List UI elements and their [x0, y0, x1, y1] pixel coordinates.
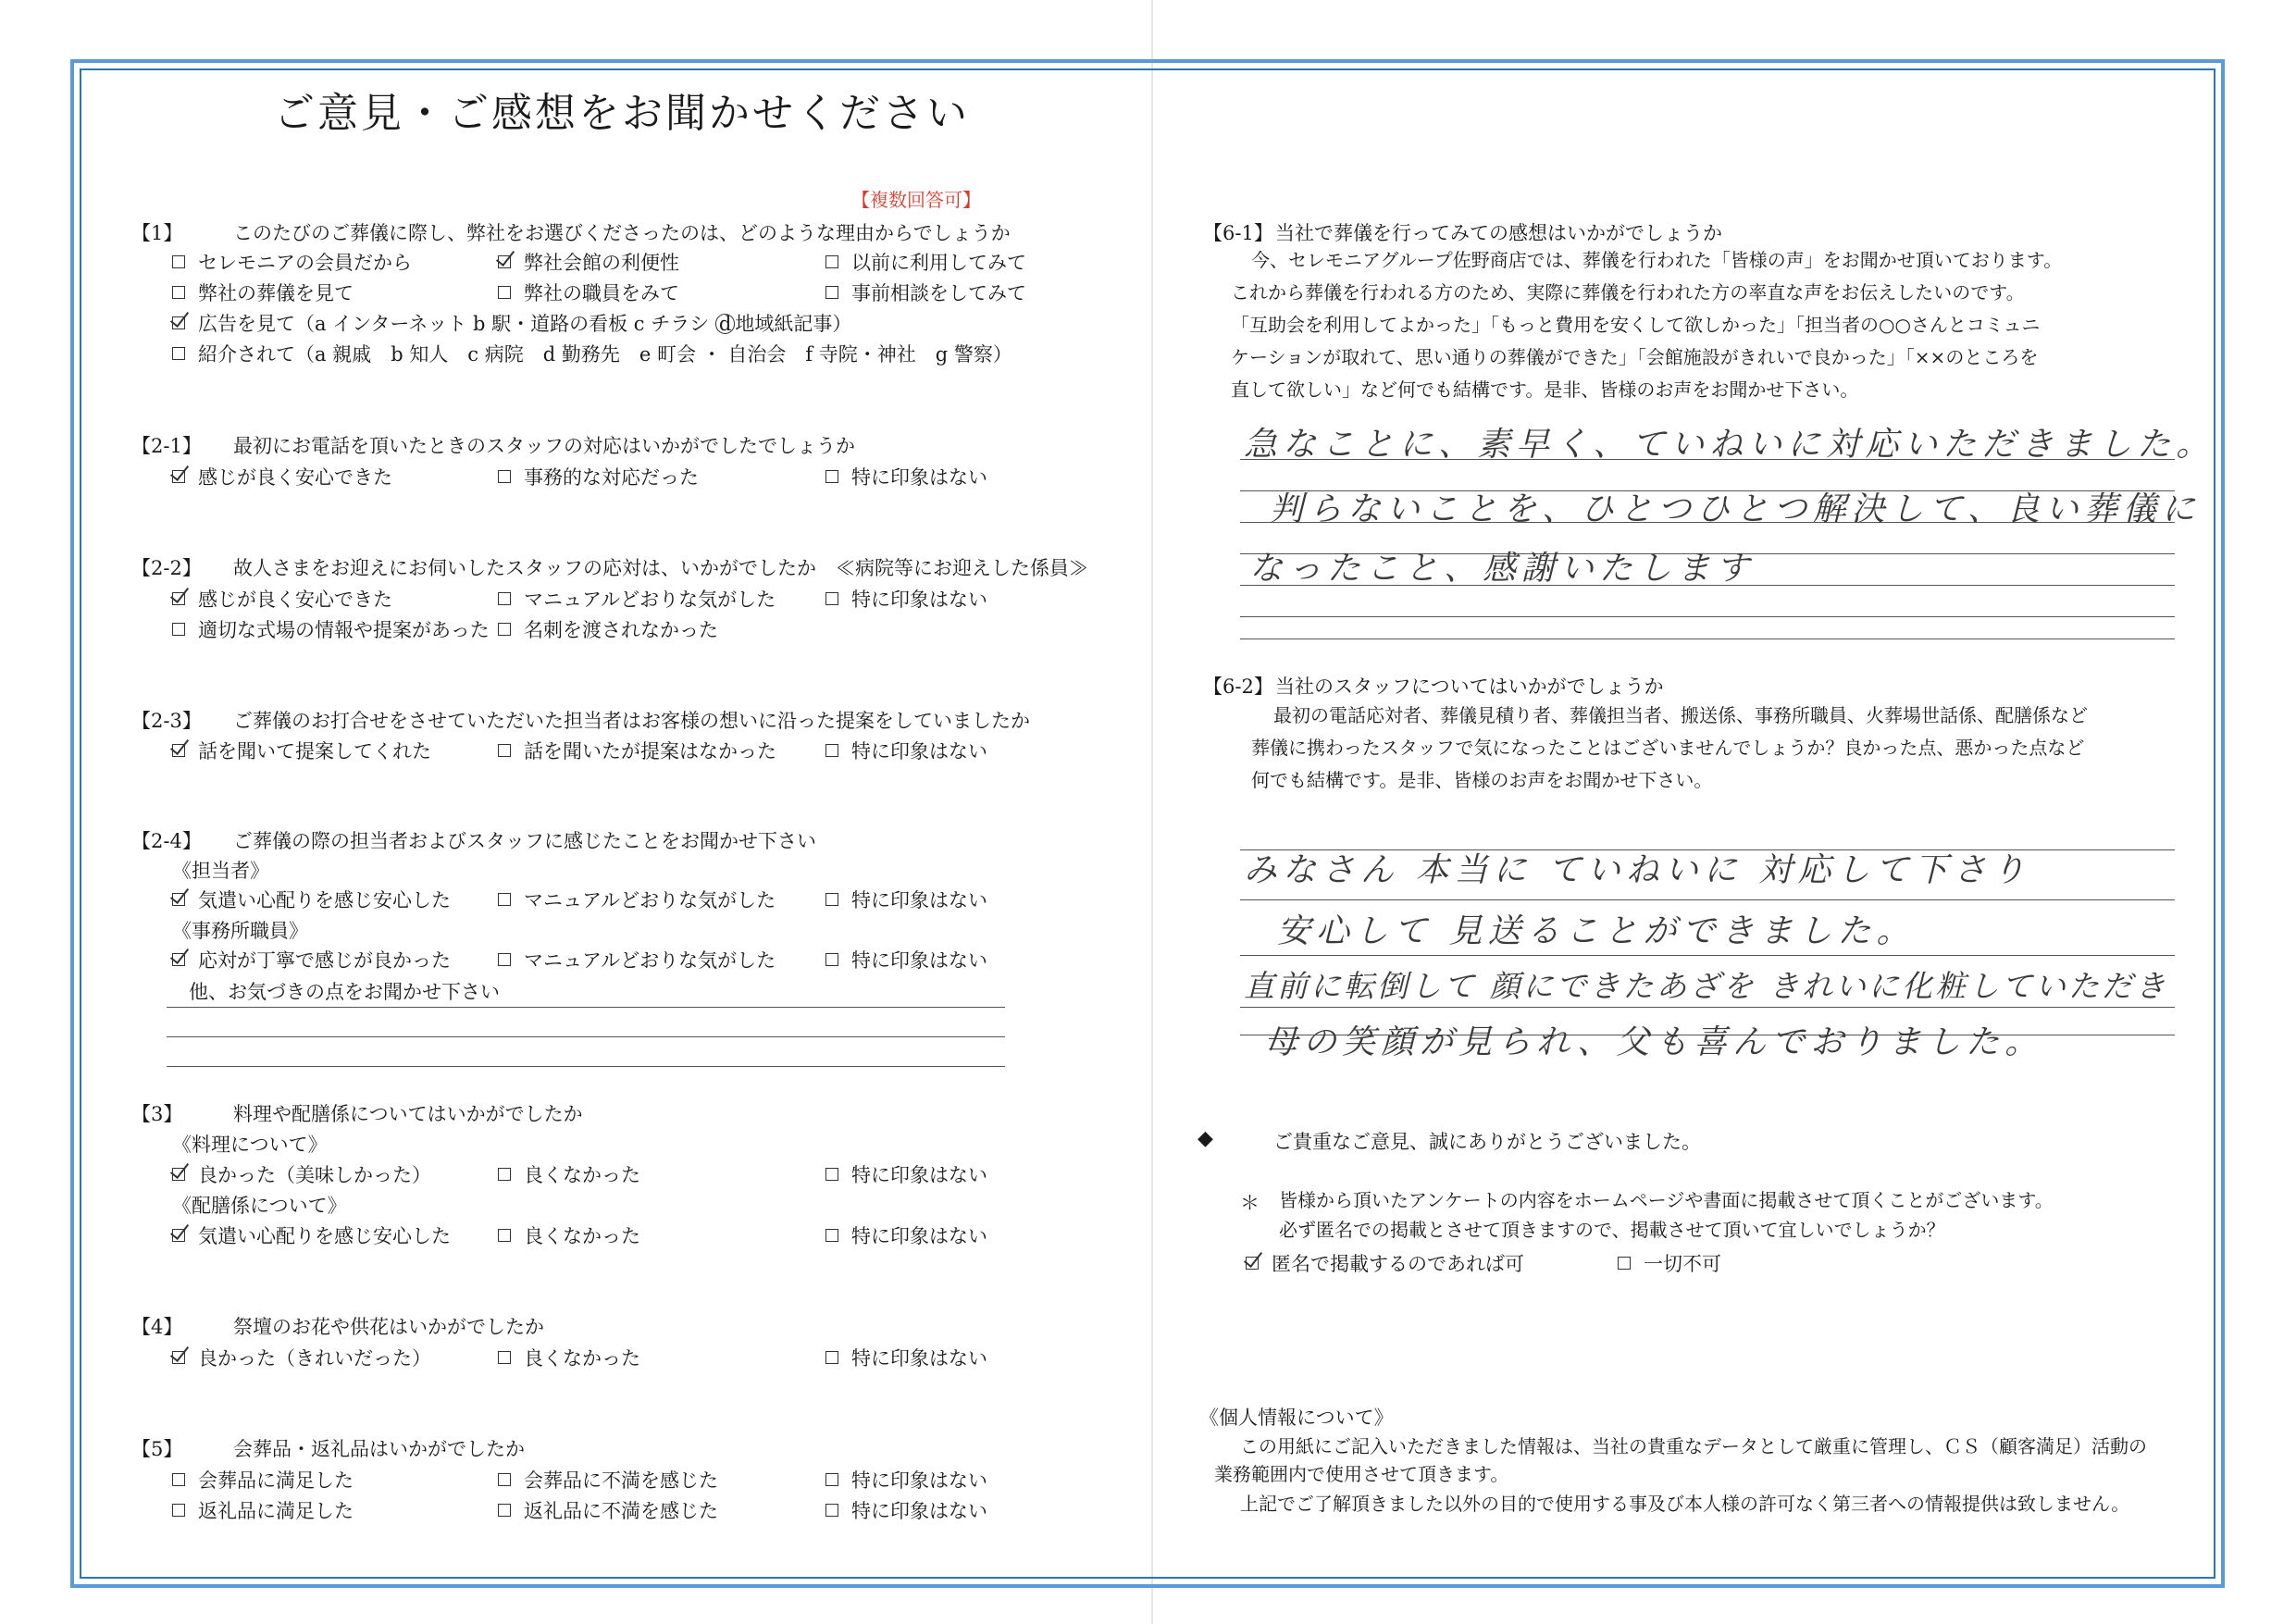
checkbox[interactable] — [498, 623, 511, 636]
q2-4-office-option[interactable]: マニュアルどおりな気がした — [498, 946, 776, 973]
q4-question: 祭壇のお花や供花はいかがでしたか — [233, 1316, 544, 1338]
q2-1-question: 最初にお電話を頂いたときのスタッフの対応はいかがでしたでしょうか — [233, 435, 855, 457]
checkbox[interactable] — [825, 470, 838, 483]
q4-option[interactable]: 良かった（きれいだった） — [172, 1344, 431, 1371]
q6-1-handwritten: 判らないことを、ひとつひとつ解決して、良い葬儀に — [1270, 490, 2201, 528]
checkbox[interactable] — [825, 953, 838, 966]
q5-option[interactable]: 特に印象はない — [825, 1496, 987, 1524]
checkbox-checked[interactable] — [172, 953, 185, 966]
q3-number: 【3】 — [131, 1103, 183, 1125]
q1-option-ad[interactable]: 広告を見て（a インターネット b 駅・道路の看板 c チラシ d 地域紙記事） — [172, 309, 851, 337]
q1-option[interactable]: 弊社の葬儀を見て — [172, 279, 354, 306]
publish-consent-yes[interactable]: 匿名で掲載するのであれば可 — [1246, 1249, 1524, 1277]
q6-2-handwritten: 母の笑顔が見られ、父も喜んでおりました。 — [1264, 1023, 2044, 1061]
q2-4-sub-staff: 《担当者》 — [172, 860, 269, 882]
q5-option[interactable]: 会葬品に満足した — [172, 1466, 354, 1494]
q2-2-option[interactable]: 特に印象はない — [825, 585, 987, 613]
privacy-text: 上記でご了解頂きました以外の目的で使用する事及び本人様の許可なく第三者への情報提供は致しません。 — [1240, 1493, 2130, 1515]
q3-server-option[interactable]: 特に印象はない — [825, 1221, 987, 1249]
q5-option[interactable]: 特に印象はない — [825, 1466, 987, 1494]
checkbox[interactable] — [825, 1168, 838, 1181]
writing-line[interactable] — [167, 1007, 1005, 1008]
checkbox-checked[interactable] — [172, 316, 185, 329]
q2-2-option[interactable]: 適切な式場の情報や提案があった — [172, 615, 490, 643]
q6-1-handwritten: なったこと、感謝いたします — [1249, 550, 1756, 588]
checkbox-checked[interactable] — [172, 893, 185, 906]
checkbox[interactable] — [825, 255, 838, 268]
privacy-text: この用紙にご記入いただきました情報は、当社の貴重なデータとして厳重に管理し、ＣＳ（顧客満足）活動の — [1240, 1435, 2147, 1457]
checkbox[interactable] — [172, 1473, 185, 1486]
publish-consent-no[interactable]: 一切不可 — [1618, 1249, 1721, 1277]
q5-number: 【5】 — [131, 1438, 183, 1460]
q3-question: 料理や配膳係についてはいかがでしたか — [233, 1103, 583, 1125]
checkbox[interactable] — [825, 1351, 838, 1364]
checkbox[interactable] — [1618, 1257, 1631, 1270]
q2-4-number: 【2-4】 — [131, 830, 202, 852]
q6-2-body: 最初の電話応対者、葬儀見積り者、葬儀担当者、搬送係、事務所職員、火葬場世話係、配膳係など 葬儀に携わったスタッフで気になったことはございませんでしょうか？良かった点、悪かった点など 何でも結構です。是非、皆様のお声をお聞かせ下さい。 — [1251, 704, 2088, 791]
checkbox[interactable] — [498, 1351, 511, 1364]
q1-option[interactable]: 弊社会館の利便性 — [498, 248, 679, 276]
q3-food-option[interactable]: 特に印象はない — [825, 1160, 987, 1188]
q6-1-question: 当社で葬儀を行ってみての感想はいかがでしょうか — [1275, 222, 1722, 244]
q2-4-other-prompt: 他、お気づきの点をお聞かせ下さい — [189, 981, 500, 1003]
checkbox[interactable] — [825, 744, 838, 757]
q1-option-referral[interactable]: 紹介されて（a 親戚 b 知人 c 病院 d 勤務先 e 町会 ・ 自治会 f 寺院・神社 g 警察） — [172, 340, 1012, 367]
checkbox[interactable] — [498, 1473, 511, 1486]
writing-line[interactable] — [1240, 616, 2175, 617]
circled-choice: d — [715, 314, 735, 334]
q3-sub-server: 《配膳係について》 — [172, 1195, 347, 1217]
writing-line[interactable] — [167, 1066, 1005, 1067]
q3-food-option[interactable]: 良かった（美味しかった） — [172, 1160, 431, 1188]
q5-option[interactable]: 返礼品に不満を感じた — [498, 1496, 718, 1524]
checkbox[interactable] — [498, 744, 511, 757]
q2-2-option[interactable]: 名刺を渡されなかった — [498, 615, 718, 643]
checkbox[interactable] — [172, 1504, 185, 1517]
checkbox[interactable] — [825, 1504, 838, 1517]
checkbox[interactable] — [498, 470, 511, 483]
q2-4-staff-option[interactable]: 気遣い心配りを感じ安心した — [172, 886, 451, 913]
q6-2-handwritten: 安心して 見送ることができました。 — [1277, 912, 1916, 950]
q2-4-office-option[interactable]: 特に印象はない — [825, 946, 987, 973]
checkbox[interactable] — [498, 1504, 511, 1517]
q6-1-body: 今、セレモニアグループ佐野商店では、葬儀を行われた「皆様の声」をお聞かせ頂いております。 これから葬儀を行われる方のため、実際に葬儀を行われた方の率直な声をお伝えしたいのです。 「互助会を利用してよかった」「もっと費用を安くして欲しかった」「担当者の○○さんとコミュニ ケーションが取れて、思い通りの葬儀ができた」「会館施設がきれいで良かった」「××のところを 直して欲しい」など何でも結構です。是非、皆様のお声をお聞かせ下さい。 — [1231, 249, 2063, 401]
checkbox-checked[interactable] — [1246, 1257, 1259, 1270]
q2-1-option[interactable]: 感じが良く安心できた — [172, 463, 392, 490]
q6-1-number: 【6-1】 — [1203, 222, 1273, 244]
q2-2-option[interactable]: 感じが良く安心できた — [172, 585, 392, 613]
q2-3-option[interactable]: 話を聞いて提案してくれた — [172, 737, 431, 764]
q1-number: 【1】 — [131, 222, 183, 244]
writing-line[interactable] — [167, 1036, 1005, 1037]
q3-server-option[interactable]: 良くなかった — [498, 1221, 640, 1249]
privacy-text: 業務範囲内で使用させて頂きます。 — [1214, 1463, 1509, 1485]
checkbox-checked[interactable] — [172, 1351, 185, 1364]
q4-number: 【4】 — [131, 1316, 183, 1338]
q5-question: 会葬品・返礼品はいかがでしたか — [233, 1438, 525, 1460]
multi-answer-note: 【複数回答可】 — [851, 189, 981, 211]
publish-question: 必ず匿名での掲載とさせて頂きますので、掲載させて頂いて宜しいでしょうか？ — [1279, 1219, 1945, 1241]
checkbox[interactable] — [825, 286, 838, 299]
publish-notice: 皆様から頂いたアンケートの内容をホームページや書面に掲載させて頂くことがございます。 — [1279, 1189, 2054, 1211]
checkbox[interactable] — [498, 592, 511, 605]
privacy-heading: 《個人情報について》 — [1199, 1407, 1394, 1429]
writing-line[interactable] — [1240, 1007, 2175, 1008]
checkbox[interactable] — [498, 1229, 511, 1242]
q5-option[interactable]: 会葬品に不満を感じた — [498, 1466, 718, 1494]
q6-1-handwritten: 急なことに、素早く、ていねいに対応いただきました。 — [1244, 426, 2215, 464]
checkbox-checked[interactable] — [172, 470, 185, 483]
writing-line[interactable] — [1240, 638, 2175, 639]
q2-4-staff-option[interactable]: マニュアルどおりな気がした — [498, 886, 776, 913]
thanks-message: ご貴重なご意見、誠にありがとうございました。 — [1273, 1131, 1701, 1153]
checkbox[interactable] — [825, 592, 838, 605]
checkbox[interactable] — [825, 893, 838, 906]
checkbox-checked[interactable] — [498, 255, 511, 268]
checkbox-checked[interactable] — [172, 744, 185, 757]
q1-option[interactable]: セレモニアの会員だから — [172, 248, 412, 276]
checkbox[interactable] — [172, 623, 185, 636]
q1-option[interactable]: 弊社の職員をみて — [498, 279, 679, 306]
q3-server-option[interactable]: 気遣い心配りを感じ安心した — [172, 1221, 451, 1249]
asterisk-icon: ＊ — [1240, 1192, 1260, 1214]
checkbox-checked[interactable] — [172, 592, 185, 605]
q6-2-handwritten: みなさん 本当に ていねいに 対応して下さり — [1244, 851, 2031, 889]
q2-4-question: ご葬儀の際の担当者およびスタッフに感じたことをお聞かせ下さい — [233, 830, 816, 852]
checkbox[interactable] — [172, 255, 185, 268]
q6-2-question: 当社のスタッフについてはいかがでしょうか — [1275, 676, 1664, 698]
q2-2-question: 故人さまをお迎えにお伺いしたスタッフの応対は、いかがでしたか ≪病院等にお迎えした係員≫ — [233, 557, 1088, 579]
checkbox-checked[interactable] — [172, 1168, 185, 1181]
q2-1-option[interactable]: 特に印象はない — [825, 463, 987, 490]
q4-option[interactable]: 良くなかった — [498, 1344, 640, 1371]
q2-1-number: 【2-1】 — [131, 435, 202, 457]
q2-2-option[interactable]: マニュアルどおりな気がした — [498, 585, 776, 613]
checkbox[interactable] — [498, 893, 511, 906]
q2-4-sub-office: 《事務所職員》 — [172, 920, 308, 942]
checkbox[interactable] — [498, 286, 511, 299]
checkbox[interactable] — [172, 286, 185, 299]
q1-option[interactable]: 以前に利用してみて — [825, 248, 1026, 276]
checkbox[interactable] — [825, 1473, 838, 1486]
q2-3-option[interactable]: 特に印象はない — [825, 737, 987, 764]
checkbox[interactable] — [825, 1229, 838, 1242]
diamond-icon: ◆ — [1198, 1127, 1213, 1150]
q3-food-option[interactable]: 良くなかった — [498, 1160, 640, 1188]
q3-sub-food: 《料理について》 — [172, 1134, 328, 1156]
checkbox[interactable] — [498, 1168, 511, 1181]
checkbox[interactable] — [172, 347, 185, 360]
q5-option[interactable]: 返礼品に満足した — [172, 1496, 354, 1524]
checkbox[interactable] — [498, 953, 511, 966]
q2-1-option[interactable]: 事務的な対応だった — [498, 463, 699, 490]
q6-2-handwritten: 直前に転倒して 顔にできたあざを きれいに化粧していただき — [1244, 968, 2168, 1004]
q2-2-number: 【2-2】 — [131, 557, 202, 579]
q1-question: このたびのご葬儀に際し、弊社をお選びくださったのは、どのような理由からでしょうか — [233, 222, 1011, 244]
q2-4-staff-option[interactable]: 特に印象はない — [825, 886, 987, 913]
writing-line[interactable] — [1240, 955, 2175, 956]
q4-option[interactable]: 特に印象はない — [825, 1344, 987, 1371]
q2-4-office-option[interactable]: 応対が丁寧で感じが良かった — [172, 946, 451, 973]
q2-3-number: 【2-3】 — [131, 710, 202, 732]
q6-2-number: 【6-2】 — [1203, 676, 1273, 698]
writing-line[interactable] — [1240, 899, 2175, 900]
page-title: ご意見・ご感想をお聞かせください — [274, 90, 970, 137]
checkbox-checked[interactable] — [172, 1229, 185, 1242]
q1-option[interactable]: 事前相談をしてみて — [825, 279, 1026, 306]
q2-3-question: ご葬儀のお打合せをさせていただいた担当者はお客様の想いに沿った提案をしていましたか — [233, 710, 1030, 732]
q2-3-option[interactable]: 話を聞いたが提案はなかった — [498, 737, 776, 764]
